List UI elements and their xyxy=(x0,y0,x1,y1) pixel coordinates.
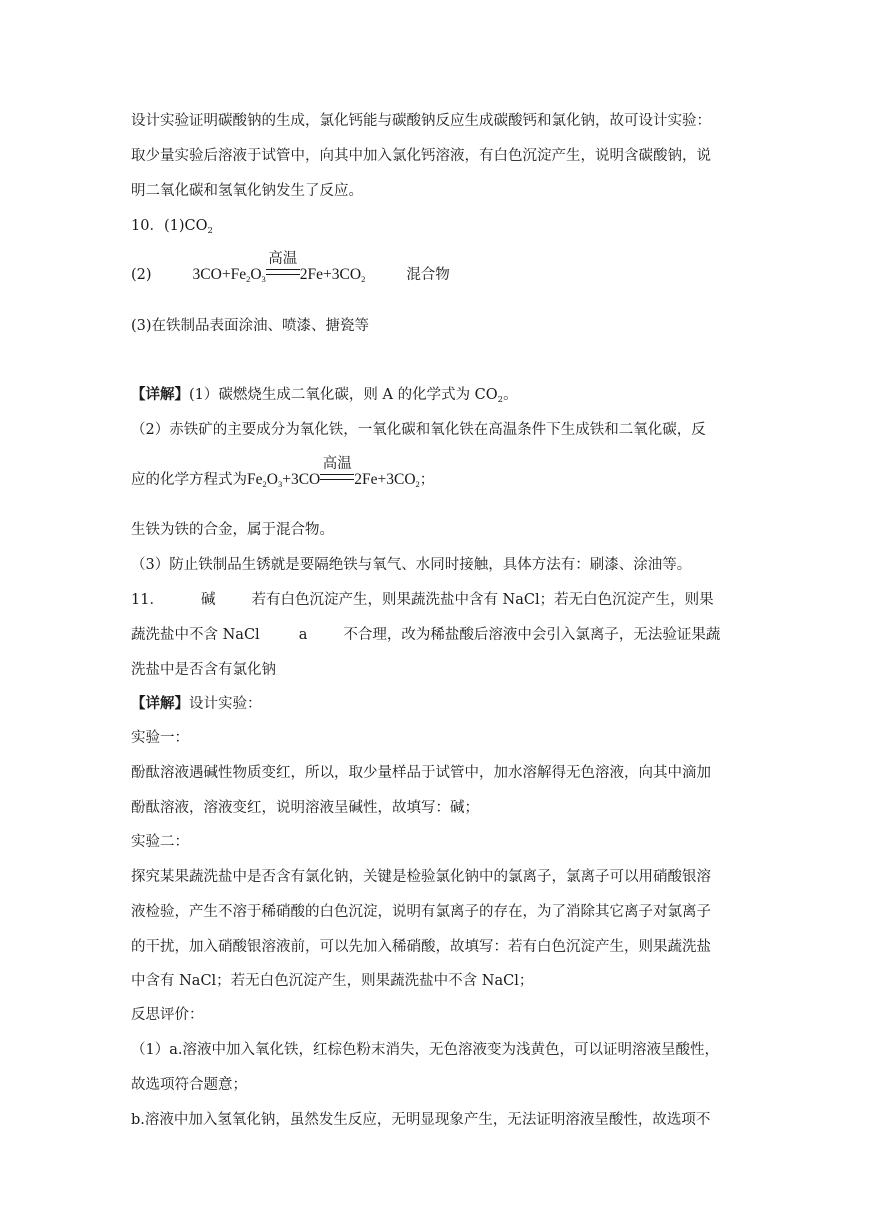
subscript: 2 xyxy=(207,226,213,236)
detail-tag: 【详解】 xyxy=(131,695,189,712)
reactants: 3CO+Fe xyxy=(192,266,247,283)
text-line: 实验一： xyxy=(131,730,189,746)
part-number: (2) xyxy=(131,267,152,283)
equation-line-2 xyxy=(131,456,435,494)
text-line: 中含有 NaCl；若无白色沉淀产生，则果蔬洗盐中不含 NaCl； xyxy=(131,973,534,989)
subscript: 2 xyxy=(497,395,504,405)
answer-base: 碱 xyxy=(200,592,216,608)
detail-line xyxy=(131,694,262,714)
products: 2Fe+3CO xyxy=(299,266,362,283)
text-line: 的干扰，加入硝酸银溶液前，可以先加入稀硝酸，故填写：若有白色沉淀产生，则果蔬洗盐 xyxy=(131,939,711,955)
subscript: 2 xyxy=(361,274,366,284)
equation-line-1 xyxy=(131,251,450,289)
text-line: 取少量实验后溶液于试管中，向其中加入氯化钙溶液，有白色沉淀产生，说明含碳酸钠，说 xyxy=(131,148,711,164)
text-line: （1）a.溶液中加入氧化铁，红棕色粉末消失，无色溶液变为浅黄色，可以证明溶液呈酸性， xyxy=(131,1042,719,1058)
text-line: 设计实验证明碳酸钠的生成，氯化钙能与碳酸钠反应生成碳酸钙和氯化钠，故可设计实验： xyxy=(131,113,711,129)
answer-mixture: 混合物 xyxy=(406,267,450,283)
subscript: 2 xyxy=(415,479,420,489)
reactant: +3CO xyxy=(282,471,321,488)
oxygen-symbol: O xyxy=(250,266,262,283)
text-line: 酚酞溶液遇碱性物质变红，所以，取少量样品于试管中，加水溶解得无色溶液，向其中滴加 xyxy=(131,765,711,781)
text-line: 明二氧化碳和氢氧化钠发生了反应。 xyxy=(131,183,363,199)
iron-symbol: Fe xyxy=(247,471,263,488)
detail-tag: 【详解】 xyxy=(131,386,189,403)
answer-conclusion-cont: 蔬洗盐中不含 NaCl xyxy=(131,627,260,643)
text-line: 反思评价： xyxy=(131,1007,204,1023)
text-line: 故选项符合题意； xyxy=(131,1077,247,1093)
text-line: 洗盐中是否含有氯化钠 xyxy=(131,662,276,678)
equation-intro: 应的化学方程式为 xyxy=(131,472,247,488)
subscript: 2 xyxy=(246,274,251,284)
detail-text: (1）碳燃烧生成二氧化碳，则 A 的化学式为 CO xyxy=(189,387,498,403)
detail-text: 设计实验： xyxy=(189,696,262,712)
text-line: 探究某果蔬洗盐中是否含有氯化钠，关键是检验氯化钠中的氯离子，氯离子可以用硝酸银溶 xyxy=(131,869,711,885)
question-10-line xyxy=(131,216,213,241)
text-line: 生铁为铁的合金，属于混合物。 xyxy=(131,522,334,538)
equals-sign xyxy=(266,269,300,275)
text-line: （2）赤铁矿的主要成分为氧化铁，一氧化碳和氧化铁在高温条件下生成铁和二氧化碳，反 xyxy=(131,422,706,438)
answer-conclusion: 若有白色沉淀产生，则果蔬洗盐中含有 NaCl；若无白色沉淀产生，则果 xyxy=(251,592,714,608)
question-11-continued xyxy=(131,625,720,645)
chemical-equation xyxy=(247,456,420,489)
answer-choice: a xyxy=(298,627,308,643)
text-line: 实验二： xyxy=(131,834,189,850)
answer-part-1: (1)CO xyxy=(163,218,208,234)
subscript: 2 xyxy=(262,479,267,489)
punctuation: 。 xyxy=(503,387,518,403)
oxygen-symbol: O xyxy=(266,471,278,488)
answer-reason: 不合理，改为稀盐酸后溶液中会引入氯离子，无法验证果蔬 xyxy=(343,627,721,643)
text-line: 液检验，产生不溶于稀硝酸的白色沉淀，说明有氯离子的存在，为了消除其它离子对氯离子 xyxy=(131,904,711,920)
question-number: 10． xyxy=(131,218,164,234)
question-number: 11． xyxy=(131,592,164,608)
punctuation: ； xyxy=(419,472,435,488)
products: 2Fe+3CO xyxy=(354,471,416,488)
question-11-line xyxy=(131,590,714,610)
condition-label: 高温 xyxy=(268,251,298,267)
reaction-condition xyxy=(266,251,300,285)
reaction-condition xyxy=(320,456,354,490)
subscript: 3 xyxy=(261,274,266,284)
subscript: 3 xyxy=(277,479,283,489)
text-line: (3)在铁制品表面涂油、喷漆、搪瓷等 xyxy=(131,318,370,334)
text-line: （3）防止铁制品生锈就是要隔绝铁与氧气、水同时接触，具体方法有：刷漆、涂油等。 xyxy=(131,557,692,573)
text-line: b.溶液中加入氢氧化钠，虽然发生反应，无明显现象产生，无法证明溶液呈酸性，故选项不 xyxy=(131,1112,711,1128)
chemical-equation xyxy=(192,251,366,284)
condition-label: 高温 xyxy=(322,456,352,472)
text-line: 酚酞溶液，溶液变红，说明溶液呈碱性，故填写：碱； xyxy=(131,800,479,816)
detail-line xyxy=(131,385,518,410)
equals-sign xyxy=(320,474,354,480)
